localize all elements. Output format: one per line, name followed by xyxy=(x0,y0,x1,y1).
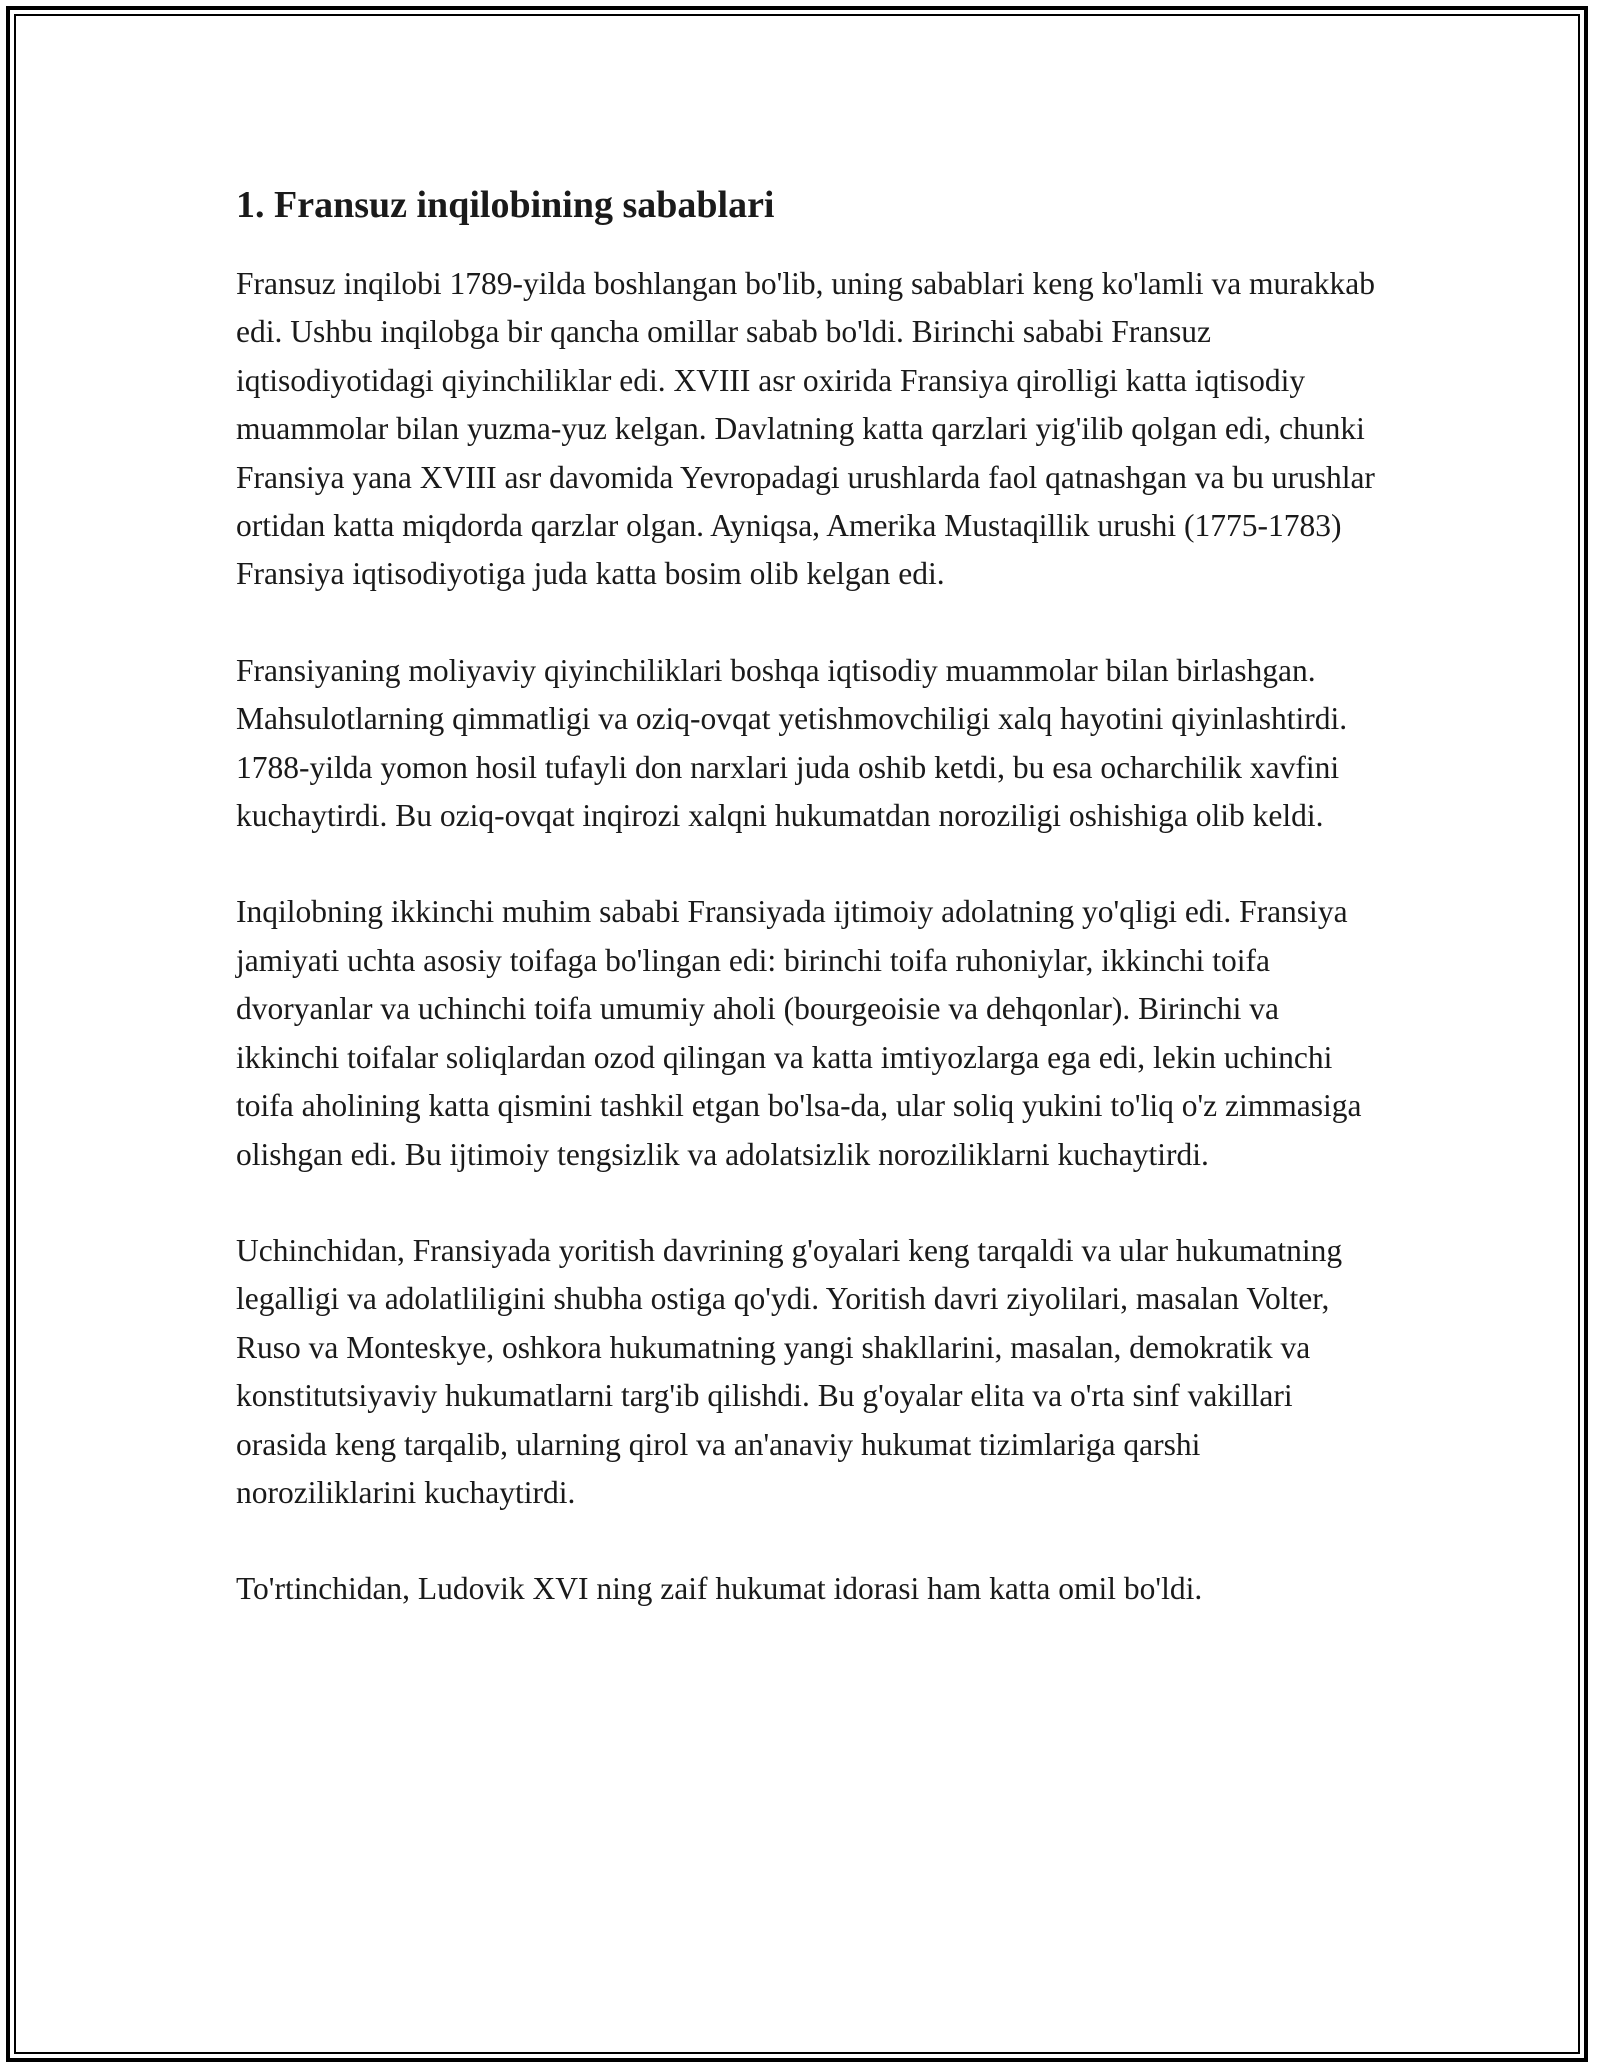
paragraph-economic-causes: Fransuz inqilobi 1789-yilda boshlangan bo'lib, uning sabablari keng ko'lamli va murakkab edi. Ushbu inqilobga bir qancha omillar sabab bo'ldi. Birinchi sababi Fransuz iqtisodiyotidagi qiyinchiliklar edi. XVIII asr oxirida Fransiya qirolligi katta iqtisodiy muammolar bilan yuzma-yuz kelgan. Davlatning katta qarzlari yig'ilib qolgan edi, chunki Fransiya yana XVIII asr davomida Yevropadagi urushlarda faol qatnashgan va bu urushlar ortidan katta miqdorda qarzlar olgan. Ayniqsa, Amerika Mustaqillik urushi (1775-1783) Fransiya iqtisodiyotiga juda katta bosim olib kelgan edi. xyxy=(236,266,1376,592)
paragraph-weak-government: To'rtinchidan, Ludovik XVI ning zaif hukumat idorasi ham katta omil bo'ldi. xyxy=(236,1571,1203,1607)
document-body xyxy=(236,182,1376,1614)
paragraph-enlightenment-ideas: Uchinchidan, Fransiyada yoritish davrining g'oyalari keng tarqaldi va ular hukumatning legalligi va adolatliligini shubha ostiga qo'ydi. Yoritish davri ziyolilari, masalan Volter, Ruso va Monteskye, oshkora hukumatning yangi shakllarini, masalan, demokratik va konstitutsiyaviy hukumatlarni targ'ib qilishdi. Bu g'oyalar elita va o'rta sinf vakillari orasida keng tarqalib, ularning qirol va an'anaviy hukumat tizimlariga qarshi noroziliklarini kuchaytirdi. xyxy=(236,1232,1343,1510)
section-heading: 1. Fransuz inqilobining sabablari xyxy=(236,184,775,226)
paragraph-financial-difficulties: Fransiyaning moliyaviy qiyinchiliklari boshqa iqtisodiy muammolar bilan birlashgan. Mahsulotlarning qimmatligi va oziq-ovqat yetishmovchiligi xalq hayotini qiyinlashtirdi. 1788-yilda yomon hosil tufayli don narxlari juda oshib ketdi, bu esa ocharchilik xavfini kuchaytirdi. Bu oziq-ovqat inqirozi xalqni hukumatdan noroziligi oshishiga olib keldi. xyxy=(236,652,1348,834)
paragraph-social-injustice: Inqilobning ikkinchi muhim sababi Fransiyada ijtimoiy adolatning yo'qligi edi. Fransiya jamiyati uchta asosiy toifaga bo'lingan edi: birinchi toifa ruhoniylar, ikkinchi toifa dvoryanlar va uchinchi toifa umumiy aholi (bourgeoisie va dehqonlar). Birinchi va ikkinchi toifalar soliqlardan ozod qilingan va katta imtiyozlarga ega edi, lekin uchinchi toifa aholining katta qismini tashkil etgan bo'lsa-da, ular soliq yukini to'liq o'z zimmasiga olishgan edi. Bu ijtimoiy tengsizlik va adolatsizlik noroziliklarni kuchaytirdi. xyxy=(236,894,1362,1172)
